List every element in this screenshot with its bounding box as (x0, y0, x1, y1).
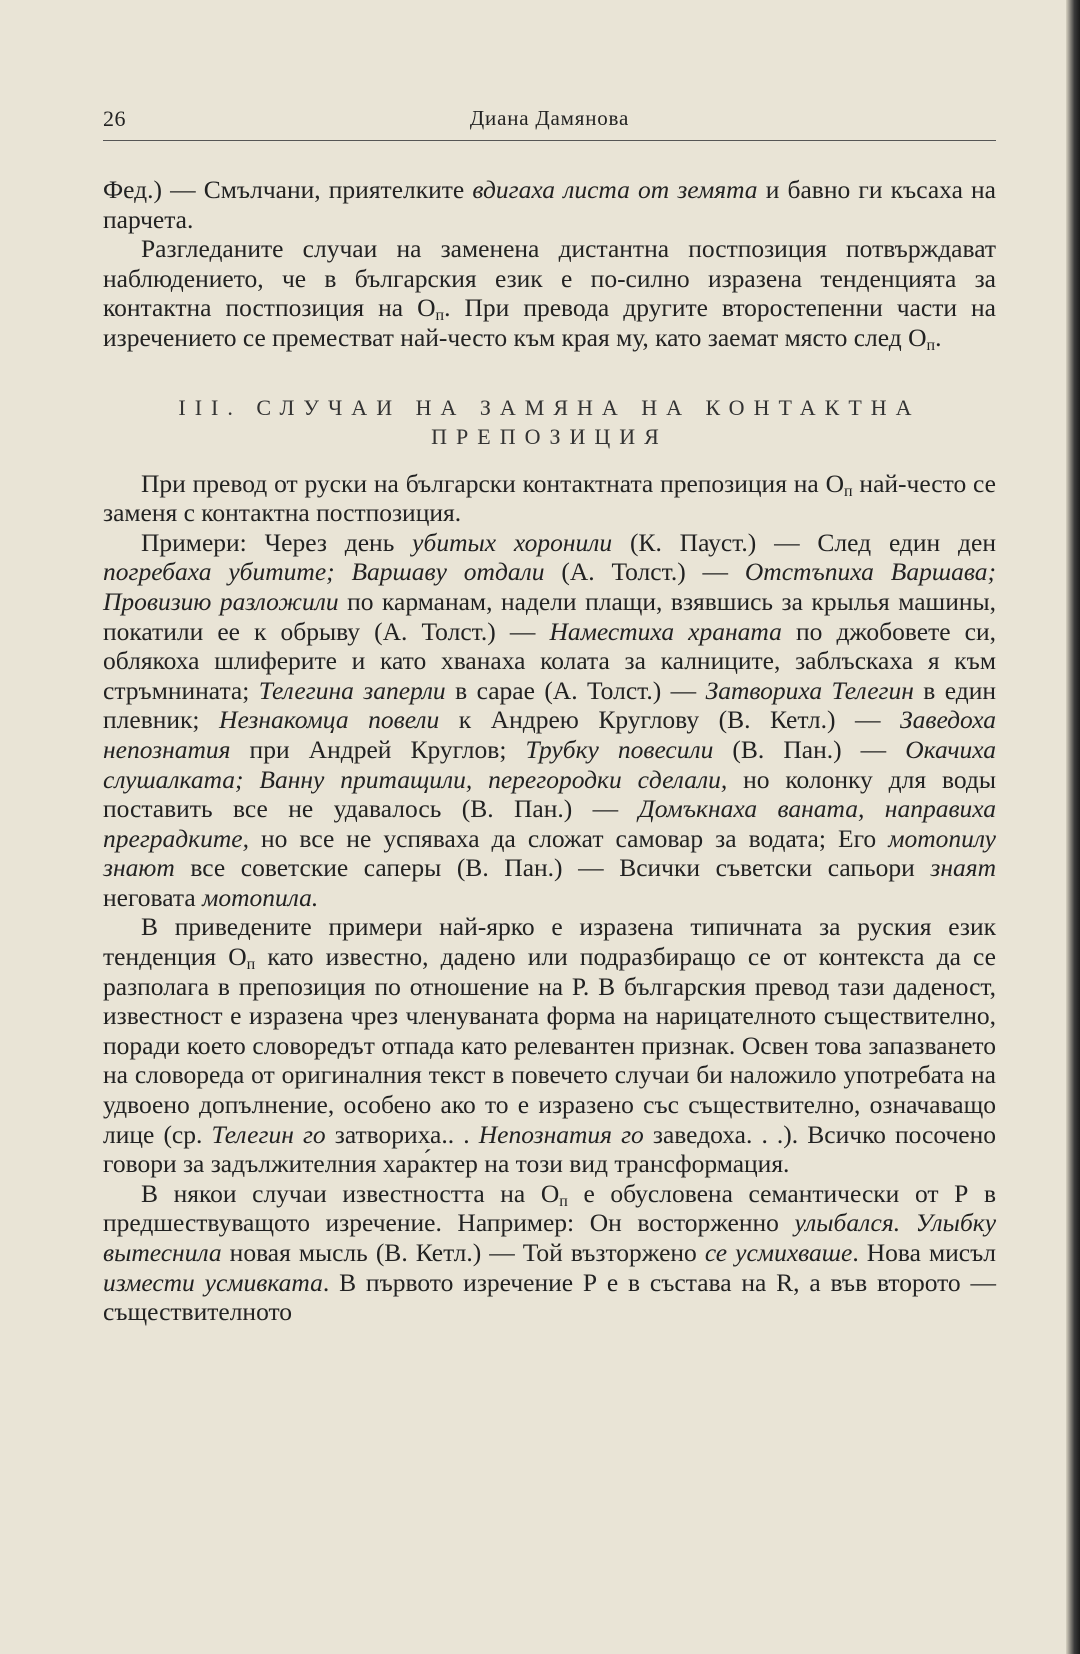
italic-run: знаят (930, 853, 996, 883)
paragraph-section-intro: При превод от руски на български контактната препозиция на $О_п$ най-често се заменя с контактна постпозиция. (103, 468, 996, 528)
subscript: п (926, 336, 936, 354)
running-title-author: Диана Дамянова (469, 106, 630, 130)
paragraph-analysis: В приведените примери най-ярко е изразена типичната за руския език тенденция $О_п$ като известно, дадено или подразбиращо се от контекста да се разполага в препозиция по отношение на Р. В българския превод тази даденост, известност е изразена чрез членуваната форма на нарицателното съществително, поради което словоредът отпада като релевантен признак. Освен това запазването на словореда от оригиналния текст в повечето случаи би наложило употребата на удвоено допълнение, особено ако то е изразено със съществително, означаващо лице (ср. Телегин го затвориха.. . Непознатия го заведоха. . .). Всичко посочено говори за задължителния хара́ктер на този вид трансформация. (103, 912, 997, 1179)
paragraph-continued: Фед.) — Смълчани, приятелките вдигаха листа от земята и бавно ги късаха на парчета. (103, 175, 996, 234)
italic-run: мотопила. (202, 882, 319, 912)
italic-run: Телегин го (211, 1119, 326, 1149)
paragraph-semantic-condition: В някои случаи известността на $О_п$ е обусловена семантически от Р в предшествуващото изречение. Например: Он восторженно улыбался. Улыбку вытеснила новая мысль (В. Кетл.) — Той възторжено се усмихваше. Нова мисъл измести усмивката. В първото изречение Р е в състава на R, а във второто — съществителното (103, 1178, 997, 1327)
italic-run: Трубку повесили (525, 734, 714, 764)
page-edge-shadow (1066, 0, 1080, 1654)
italic-run: Затвориха Телегин (705, 675, 914, 705)
italic-run: измести усмивката (103, 1267, 323, 1297)
italic-run: Наместиха храната (549, 616, 782, 646)
italic-run: мотопилу знают (103, 823, 996, 883)
italic-run: Отстъпиха Варшава; Провизию разложили (103, 557, 996, 616)
italic-run: улыбался. Улыбку вытеснила (103, 1208, 997, 1267)
italic-run: погребаха убитите; Варшаву отдали (103, 557, 545, 587)
italic-run: Окачиха слушалката; Ванну притащили, перегородки сделали, (103, 734, 997, 794)
book-page (103, 100, 996, 1327)
section-heading (103, 393, 996, 451)
subscript: п (435, 307, 445, 325)
subscript: п (246, 956, 256, 974)
page-number: 26 (103, 106, 126, 131)
italic-run: Домъкнаха ваната, направиха преградките, (103, 794, 996, 853)
subscript: п (844, 482, 853, 500)
body-text (103, 175, 996, 1327)
subscript: п (559, 1192, 568, 1210)
section-heading-line-1: III. СЛУЧАИ НА ЗАМЯНА НА КОНТАКТНА (178, 394, 921, 420)
section-heading-line-2: ПРЕПОЗИЦИЯ (431, 423, 668, 449)
paragraph-postposition-summary: Разгледаните случаи на заменена дистантна постпозиция потвърждават наблюдението, че в българския език е по-силно изразена тенденцията за контактна постпозиция на $О_п$. При превода другите второстепенни части на изречението се преместват най-често към края му, като заемат място след $О_п$. (103, 234, 997, 354)
italic-run: Телегина заперли (258, 675, 446, 705)
italic-run: убитых хоронили (412, 527, 613, 557)
italic-run: Непознатия го (478, 1119, 644, 1149)
running-head (103, 100, 996, 141)
italic-run: Незнакомца повели (219, 705, 440, 735)
italic-run: вдигаха листа от земята (472, 175, 758, 204)
italic-run: се усмихваше (704, 1238, 853, 1267)
paragraph-examples: Примери: Через день убитых хоронили (К. Пауст.) — След един ден погребаха убитите; Варшаву отдали (А. Толст.) — Отстъпиха Варшава; Провизию разложили по карманам, надели плащи, взявшись за крылья машины, покатили ее к обрыву (А. Толст.) — Наместиха храната по джобовете си, облякоха шлиферите и като хванаха колата за калниците, заблъскаха я към стръмнината; Телегина заперли в сарае (А. Толст.) — Затвориха Телегин в един плевник; Незнакомца повели к Андрею Круглову (В. Кетл.) — Заведоха непознатия при Андрей Круглов; Трубку повесили (В. Пан.) — Окачиха слушалката; Ванну притащили, перегородки сделали, но колонку для воды поставить все не удавалось (В. Пан.) — Домъкнаха ваната, направиха преградките, но все не успяваха да сложат самовар за водата; Его мотопилу знают все советские саперы (В. Пан.) — Всички съветски сапьори знаят неговата мотопила. (103, 527, 997, 912)
italic-run: Заведоха непознатия (103, 705, 996, 764)
